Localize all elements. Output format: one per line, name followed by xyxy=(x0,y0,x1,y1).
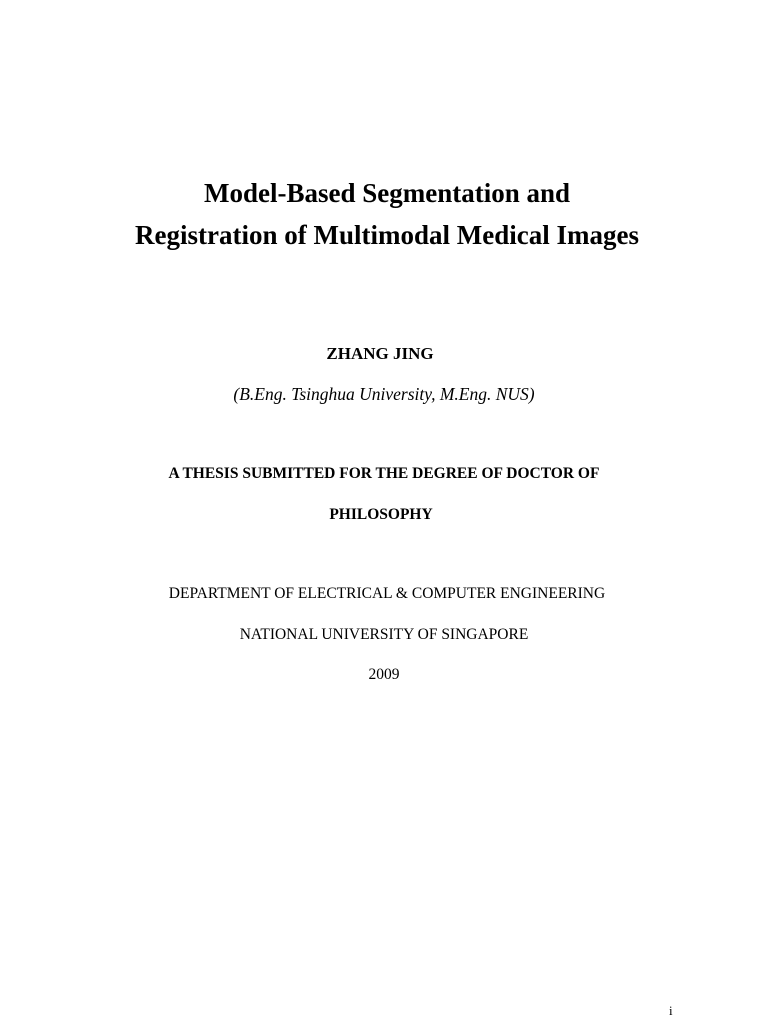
thesis-statement-line-2: PHILOSOPHY xyxy=(329,506,433,523)
thesis-title-line-1: Model-Based Segmentation and xyxy=(203,178,571,208)
thesis-statement-line-1: A THESIS SUBMITTED FOR THE DEGREE OF DOCTOR OF xyxy=(168,465,600,482)
department-name: DEPARTMENT OF ELECTRICAL & COMPUTER ENGINEERING xyxy=(168,585,606,602)
university-name: NATIONAL UNIVERSITY OF SINGAPORE xyxy=(239,626,529,643)
thesis-title-line-2: Registration of Multimodal Medical Images xyxy=(135,220,639,250)
author-name: ZHANG JING xyxy=(326,344,434,363)
submission-year: 2009 xyxy=(368,666,400,683)
page-number: i xyxy=(669,1003,673,1018)
author-degrees: (B.Eng. Tsinghua University, M.Eng. NUS) xyxy=(233,384,535,404)
